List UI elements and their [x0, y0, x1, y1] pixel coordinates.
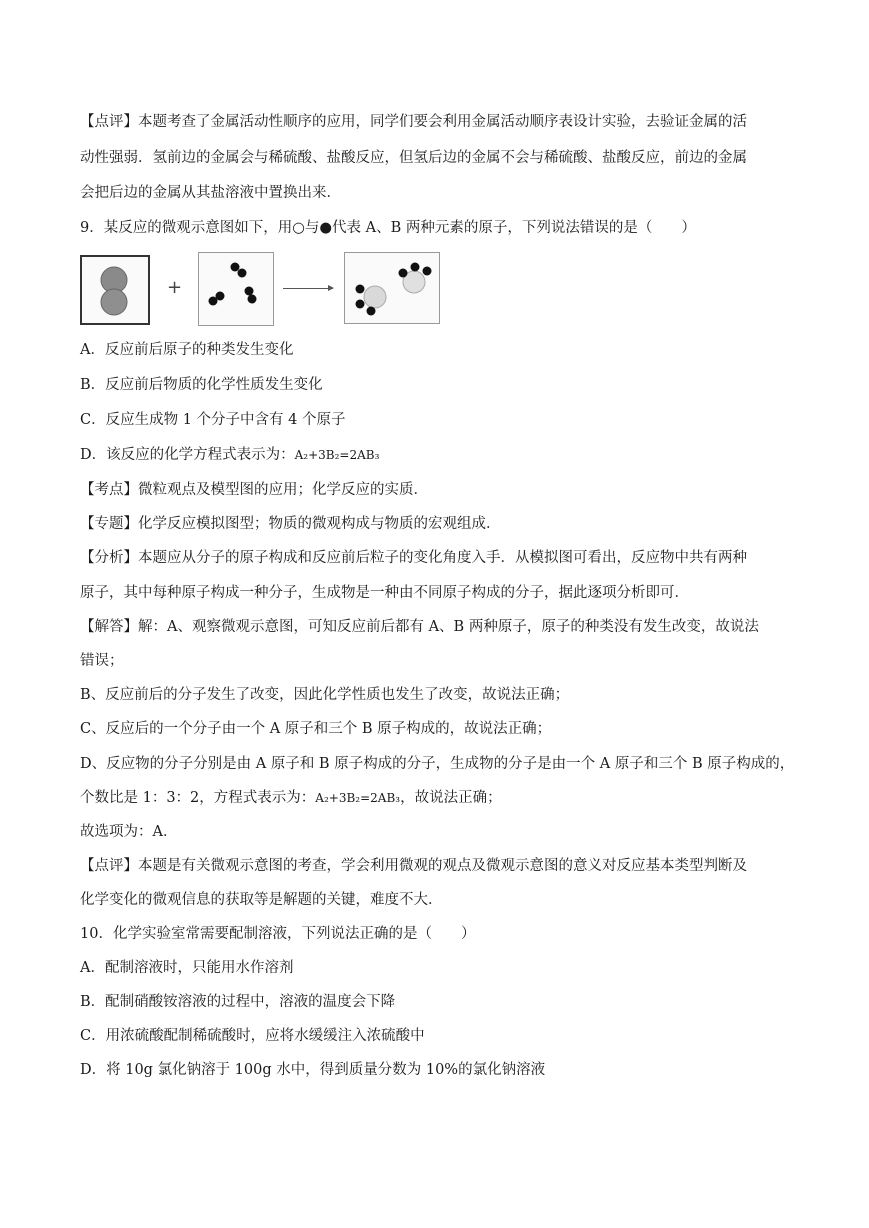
product-ab3-box [344, 252, 440, 324]
q9-option-c: C．反应生成物 1 个分子中含有 4 个原子 [80, 412, 346, 428]
q9-stem: 9．某反应的微观示意图如下，用○与●代表 A、B 两种元素的原子，下列说法错误的是（ ） [80, 220, 696, 236]
q9-option-d-equation: A₂+3B₂=2AB₃ [294, 448, 380, 462]
q9-jieda-line-1: 【解答】解：A、观察微观示意图，可知反应前后都有 A、B 两种原子，原子的种类没有发生改变，故说法 [80, 619, 759, 635]
a2-molecule-icon [82, 257, 148, 323]
ab3-molecules-icon [345, 253, 439, 323]
q9-jieda-d-line-2 [80, 788, 502, 808]
q10-option-a: A．配制溶液时，只能用水作溶剂 [80, 960, 294, 976]
b2-molecules-icon [199, 253, 273, 325]
q9-option-d [80, 445, 379, 465]
p8-comment-line-2: 动性强弱．氢前边的金属会与稀硫酸、盐酸反应，但氢后边的金属不会与稀硫酸、盐酸反应，前边的金属 [80, 150, 747, 166]
q9-jieda-b: B、反应前后的分子发生了改变，因此化学性质也发生了改变，故说法正确； [80, 687, 570, 703]
q9-dianping-line-1: 【点评】本题是有关微观示意图的考查，学会利用微观的观点及微观示意图的意义对反应基本类型判断及 [80, 858, 747, 874]
q9-option-a: A．反应前后原子的种类发生变化 [80, 342, 294, 358]
q9-jieda-line-2: 错误； [80, 653, 124, 669]
q9-option-d-text: D．该反应的化学方程式表示为： [80, 447, 295, 463]
q9-fenxi-line-1: 【分析】本题应从分子的原子构成和反应前后粒子的变化角度入手．从模拟图可看出，反应物中共有两种 [80, 550, 747, 566]
q9-dianping-line-2: 化学变化的微观信息的获取等是解题的关键，难度不大． [80, 892, 443, 908]
q9-kaodian: 【考点】微粒观点及模型图的应用；化学反应的实质． [80, 482, 428, 498]
q10-option-b: B．配制硝酸铵溶液的过程中，溶液的温度会下降 [80, 994, 396, 1010]
q10-option-c: C．用浓硫酸配制稀硫酸时，应将水缓缓注入浓硫酸中 [80, 1028, 425, 1044]
q9-jieda-d-line-1: D、反应物的分子分别是由 A 原子和 B 原子构成的分子，生成物的分子是由一个 A 原子和三个 B 原子构成的， [80, 756, 795, 772]
q10-stem: 10．化学实验室常需要配制溶液，下列说法正确的是（ ） [80, 926, 476, 942]
q10-option-d: D．将 10g 氯化钠溶于 100g 水中，得到质量分数为 10%的氯化钠溶液 [80, 1062, 546, 1078]
q9-jieda-d-text: 个数比是 1：3：2，方程式表示为： [80, 790, 316, 806]
q9-fenxi-line-2: 原子，其中每种原子构成一种分子，生成物是一种由不同原子构成的分子，据此逐项分析即可． [80, 585, 689, 601]
p8-comment-line-1: 【点评】本题考查了金属活动性顺序的应用，同学们要会利用金属活动顺序表设计实验，去验证金属的活 [80, 114, 747, 130]
q9-answer: 故选项为：A． [80, 824, 178, 840]
reactant-b2-box [198, 252, 274, 326]
q9-jieda-c: C、反应后的一个分子由一个 A 原子和三个 B 原子构成的，故说法正确； [80, 721, 552, 737]
q9-jieda-d-suffix: ，故说法正确； [400, 790, 502, 806]
reaction-arrow [283, 288, 333, 289]
q9-jieda-d-equation: A₂+3B₂=2AB₃ [315, 791, 401, 805]
q9-option-b: B．反应前后物质的化学性质发生变化 [80, 377, 323, 393]
plus-sign: + [167, 277, 183, 298]
reactant-a2-box [80, 255, 150, 325]
p8-comment-line-3: 会把后边的金属从其盐溶液中置换出来． [80, 185, 341, 201]
q9-zhuanti: 【专题】化学反应模拟图型；物质的微观构成与物质的宏观组成． [80, 516, 501, 532]
